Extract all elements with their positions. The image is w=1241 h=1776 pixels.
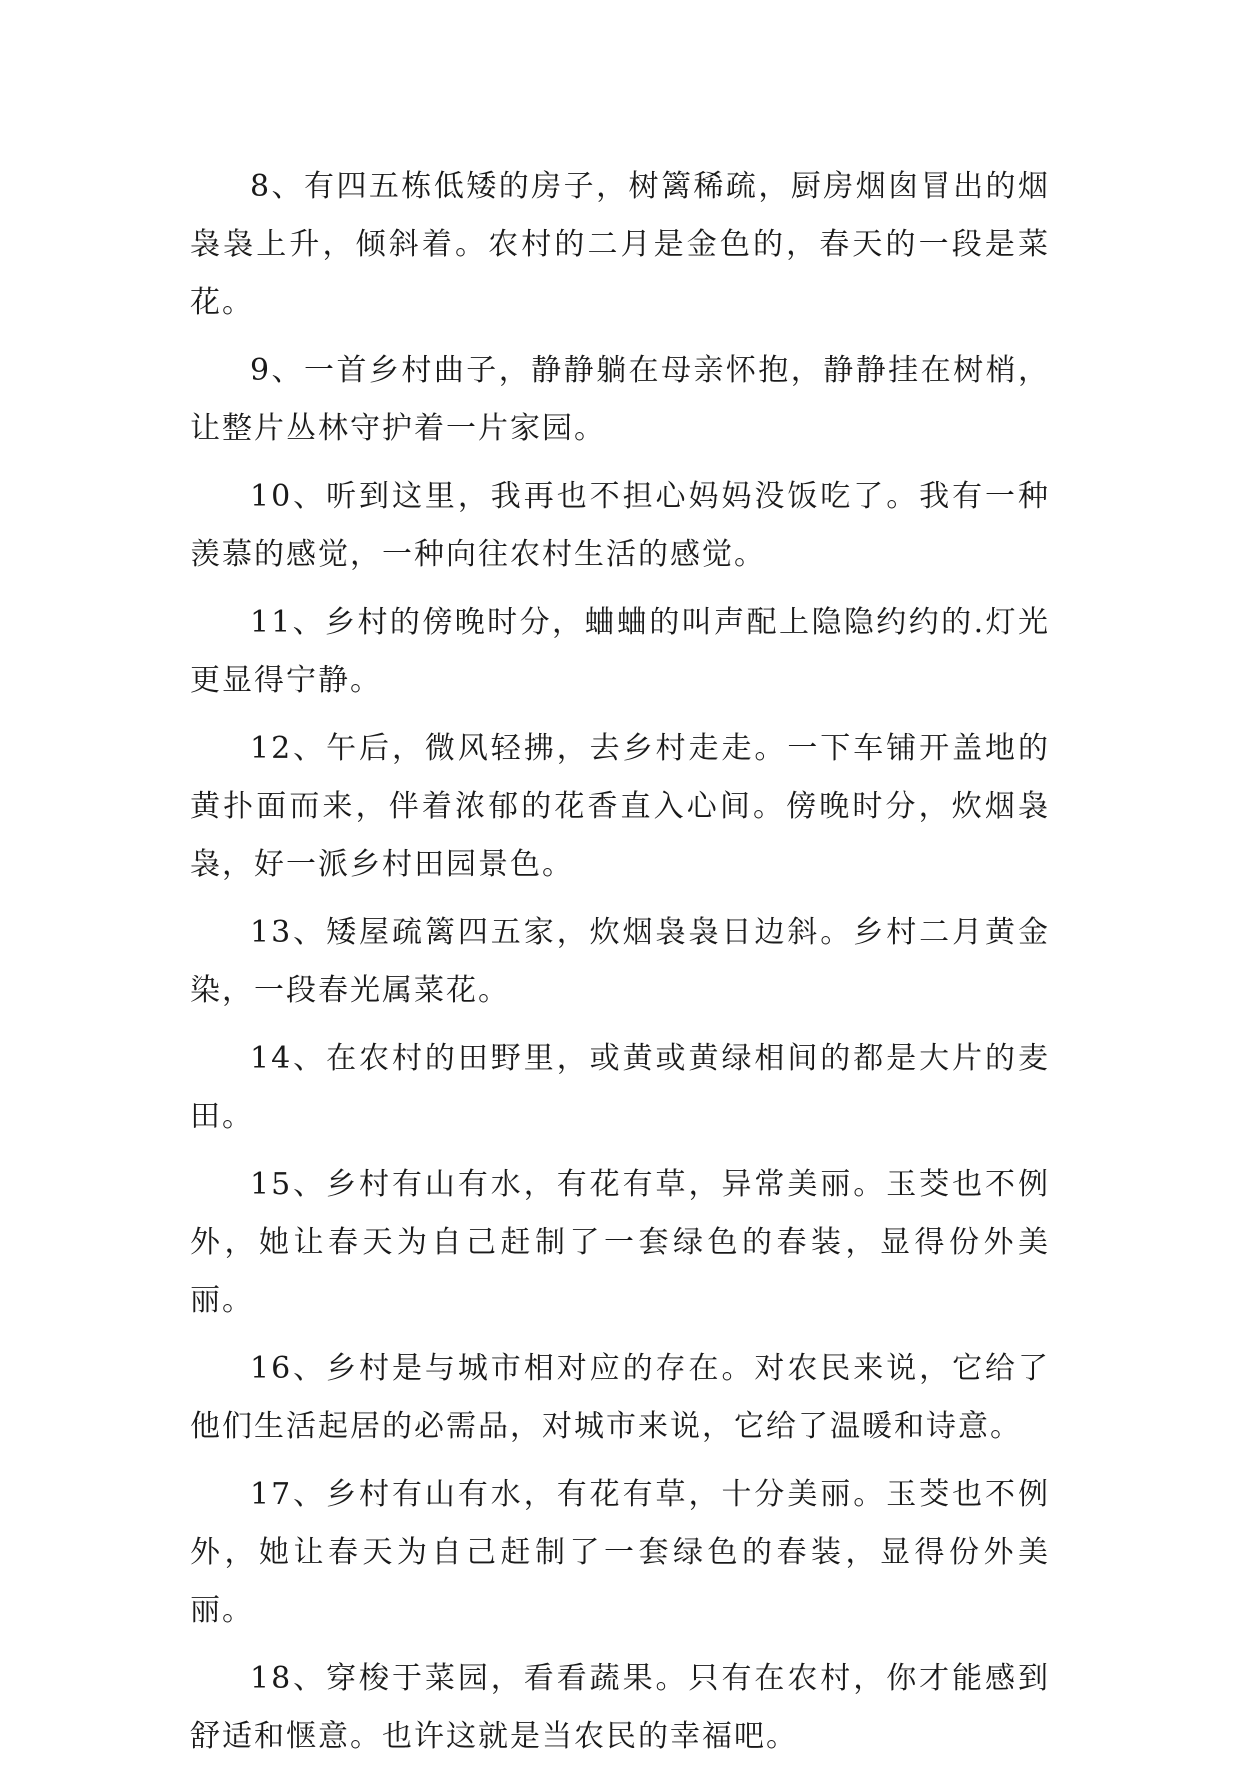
paragraph-14: 14、在农村的田野里，或黄或黄绿相间的都是大片的麦田。: [190, 1041, 1050, 1134]
paragraph-12: 12、午后，微风轻拂，去乡村走走。一下车铺开盖地的黄扑面而来，伴着浓郁的花香直入心间。傍晚时分，炊烟袅袅，好一派乡村田园景色。: [190, 731, 1050, 882]
paragraph-15: 15、乡村有山有水，有花有草，异常美丽。玉茭也不例外，她让春天为自己赶制了一套绿色的春装，显得份外美丽。: [190, 1167, 1050, 1318]
document-body: [190, 158, 1050, 1776]
paragraph-17: 17、乡村有山有水，有花有草，十分美丽。玉茭也不例外，她让春天为自己赶制了一套绿色的春装，显得份外美丽。: [190, 1477, 1050, 1628]
paragraph-16: 16、乡村是与城市相对应的存在。对农民来说，它给了他们生活起居的必需品，对城市来说，它给了温暖和诗意。: [190, 1351, 1050, 1444]
paragraph-9: 9、一首乡村曲子，静静躺在母亲怀抱，静静挂在树梢，让整片丛林守护着一片家园。: [190, 353, 1050, 446]
paragraph-11: 11、乡村的傍晚时分，蛐蛐的叫声配上隐隐约约的.灯光更显得宁静。: [190, 605, 1050, 698]
paragraph-13: 13、矮屋疏篱四五家，炊烟袅袅日边斜。乡村二月黄金染，一段春光属菜花。: [190, 915, 1050, 1008]
paragraph-18: 18、穿梭于菜园，看看蔬果。只有在农村，你才能感到舒适和惬意。也许这就是当农民的幸福吧。: [190, 1661, 1050, 1754]
paragraph-8: 8、有四五栋低矮的房子，树篱稀疏，厨房烟囱冒出的烟袅袅上升，倾斜着。农村的二月是金色的，春天的一段是菜花。: [190, 169, 1050, 320]
paragraph-10: 10、听到这里，我再也不担心妈妈没饭吃了。我有一种羡慕的感觉，一种向往农村生活的感觉。: [190, 479, 1050, 572]
